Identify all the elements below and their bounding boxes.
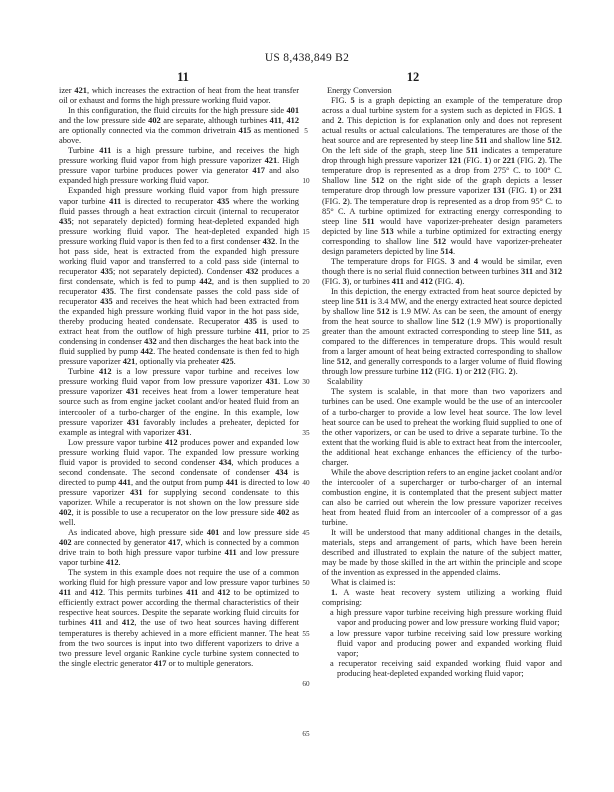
- paragraph: Turbine 411 is a high pressure turbine, and receives the high pressure working fluid vapor from high pressure vaporizer 421. High pressure vapor turbine produces power via generator 417 and also expanded high pressure working fluid vapor.: [59, 146, 300, 186]
- patent-number: US 8,438,849 B2: [264, 52, 350, 64]
- column-number-right: 12: [406, 70, 420, 84]
- line-number: 20: [302, 277, 310, 286]
- paragraph: The temperature drops for FIGS. 3 and 4 would be similar, even though there is no serial fluid connection between turbines 311 and 312 (FIG. 3), or turbines 411 and 412 (FIG. 4).: [322, 256, 563, 286]
- paragraph: It will be understood that many additional changes in the details, materials, steps and arrangement of parts, which have been herein described and illustrated to explain the nature of the subject matter, may be made by those skilled in the art within the principle and scope of the invention as expressed in the appended claims.: [322, 528, 562, 578]
- line-number: 35: [302, 428, 310, 437]
- line-number: 10: [302, 177, 310, 186]
- paragraph: In this configuration, the fluid circuits for the high pressure side 401 and the low pressure side 402 are separate, although turbines 411, 412 are optionally connected via the common drivetrain 415 as mentioned above.: [59, 106, 299, 146]
- line-number: 50: [302, 579, 310, 588]
- line-number: 45: [302, 529, 310, 538]
- line-number: 65: [302, 730, 310, 739]
- left-column: [59, 86, 299, 669]
- paragraph: izer 421, which increases the extraction of heat from the heat transfer oil or exhaust and forms the high pressure working fluid vapor.: [59, 86, 299, 106]
- line-number: 40: [302, 478, 310, 487]
- section-heading: Energy Conversion: [327, 86, 392, 95]
- right-column: [322, 86, 562, 679]
- paragraph: 1. A waste heat recovery system utilizing a working fluid comprising:: [322, 588, 562, 608]
- paragraph: As indicated above, high pressure side 401 and low pressure side 402 are connected by generator 417, which is connected by a common drive train to both high pressure vapor turbine 411 and low pressure vapor turbine 412.: [59, 528, 300, 568]
- line-number: 60: [302, 679, 310, 688]
- paragraph: The system is scalable, in that more than two vaporizers and turbines can be used. One example would be the use of an intercooler of a turbo-charger to provide a low level heat source. The low level heat source can be used to preheat the working fluid supplied to one of the other vaporizers, or can be used to drive a separate turbine. To the extent that the working fluid is able to extract heat from the intercooler, the additional heat exchange enhances the efficiency of the turbo-charger.: [322, 387, 562, 467]
- paragraph: While the above description refers to an engine jacket coolant and/or the intercooler of a supercharger or turbo-charger of an internal combustion engine, it is contemplated that the present subject matter can also be carried out wherein the low pressure vaporizer receives heat from heated fluid from an intercooler of a compressor of a gas turbine.: [322, 467, 562, 528]
- paragraph: Expanded high pressure working fluid vapor from high pressure vapor turbine 411 is directed to recuperator 435 where the working fluid passes through a heat extraction circuit (internal to recuperator 435; not separately depicted) forming heat-depleted expanded high pressure working fluid vapor. The heat-depleted expanded high pressure working fluid vapor is then fed to a first condenser 432. In the hot pass side, heat is extracted from the expanded high pressure working fluid vapor and transferred to a cold pass side (internal to recuperator 435; not separately depicted). Condenser 432 produces a first condensate, which is fed to pump 442, and is then supplied to recuperator 435. The first condensate passes the cold pass side of recuperator 435 and receives the heat which had been extracted from the expanded high pressure working fluid vapor in the hot pass side, thereby producing heated condensate. Recuperator 435 is used to extract heat from the outflow of high pressure turbine 411, prior to condensing in condenser 432 and then discharges the heat back into the fluid supplied by pump 442. The heated condensate is then fed to high pressure vaporizer 421, optionally via preheater 425.: [59, 186, 300, 367]
- paragraph: The system in this example does not require the use of a common working fluid for high pressure vapor and low pressure vapor turbines 411 and 412. This permits turbines 411 and 412 to be optimized to efficiently extract power according the thermal characteristics of their respective heat sources. Despite the separate working fluid circuits for turbines 411 and 412, the use of two heat sources having different temperatures is thereby achieved in a more efficient manner. The heat from the two sources is input into two different vaporizers to drive a two pressure level organic Rankine cycle turbine system connected to the single electric generator 417 or to multiple generators.: [59, 568, 300, 668]
- paragraph: In this depiction, the energy extracted from heat source depicted by steep line 511 is 3.4 MW, and the energy extracted heat source depicted by shallow line 512 is 1.9 MW. As can be seen, the amount of energy from the heat source to shallow line 512 (1.9 MW) is proportionally greater than the amount extracted corresponding to steep line 511, as compared to the differences in temperature drops. This would result from a larger amount of heat being extracted corresponding to shallow line 512, and generally corresponds to a larger volume of fluid flowing through low pressure turbine 112 (FIG. 1) or 212 (FIG. 2).: [322, 286, 563, 377]
- paragraph: a low pressure vapor turbine receiving said low pressure working fluid vapor and producing power and expanded working fluid vapor;: [330, 628, 562, 658]
- line-number: 55: [302, 629, 310, 638]
- column-number-left: 11: [177, 70, 189, 84]
- paragraph: a recuperator receiving said expanded working fluid vapor and producing heat-depleted expanded working fluid vapor;: [330, 658, 562, 678]
- paragraph: What is claimed is:: [331, 578, 396, 588]
- paragraph: FIG. 5 is a graph depicting an example of the temperature drop across a dual turbine system for a system such as depicted in FIGS. 1 and 2. This depiction is for explanation only and does not represent actual results or actual calculations. The temperatures are those of the heat source and are represented by steep line 511 and shallow line 512. On the left side of the graph, steep line 511 indicates a temperature drop through high pressure vaporizer 121 (FIG. 1) or 221 (FIG. 2). The temperature drop is represented as a drop from 275° C. to 100° C. Shallow line 512 on the right side of the graph depicts a lesser temperature drop through low pressure vaporizer 131 (FIG. 1) or 231 (FIG. 2). The temperature drop is represented as a drop from 95° C. to 85° C. A turbine optimized for extracting energy corresponding to steep line 511 would have vaporizer-preheater design parameters depicted by line 513 while a turbine optimized for extracting energy corresponding to shallow line 512 would have vaporizer-preheater design parameters depicted by line 514.: [322, 96, 563, 256]
- line-number: 5: [304, 127, 308, 136]
- line-number: 30: [302, 378, 310, 387]
- line-number: 15: [302, 227, 310, 236]
- paragraph: Low pressure vapor turbine 412 produces power and expanded low pressure working fluid vapor. The expanded low pressure working fluid vapor is provided to second condenser 434, which produces a second condensate. The second condensate of condenser 434 is directed to pump 441, and the output from pump 441 is directed to low pressure vaporizer 431 for supplying second condensate to this vaporizer. While a recuperator is not shown on the low pressure side 402, it is possible to use a recuperator on the low pressure side 402 as well.: [59, 437, 300, 528]
- paragraph: a high pressure vapor turbine receiving high pressure working fluid vapor and producing power and low pressure working fluid vapor;: [330, 608, 562, 628]
- section-heading: Scalability: [327, 377, 363, 387]
- paragraph: Turbine 412 is a low pressure vapor turbine and receives low pressure working fluid vapor from low pressure vaporizer 431. Low pressure vaporizer 431 receives heat from a lower temperature heat source such as from engine jacket coolant and/or heated fluid from an intercooler of a turbo-charger of the engine. In this example, low pressure vaporizer 431 favorably includes a preheater, depicted for example as integral with vaporizer 431.: [59, 367, 300, 437]
- line-number: 25: [302, 328, 310, 337]
